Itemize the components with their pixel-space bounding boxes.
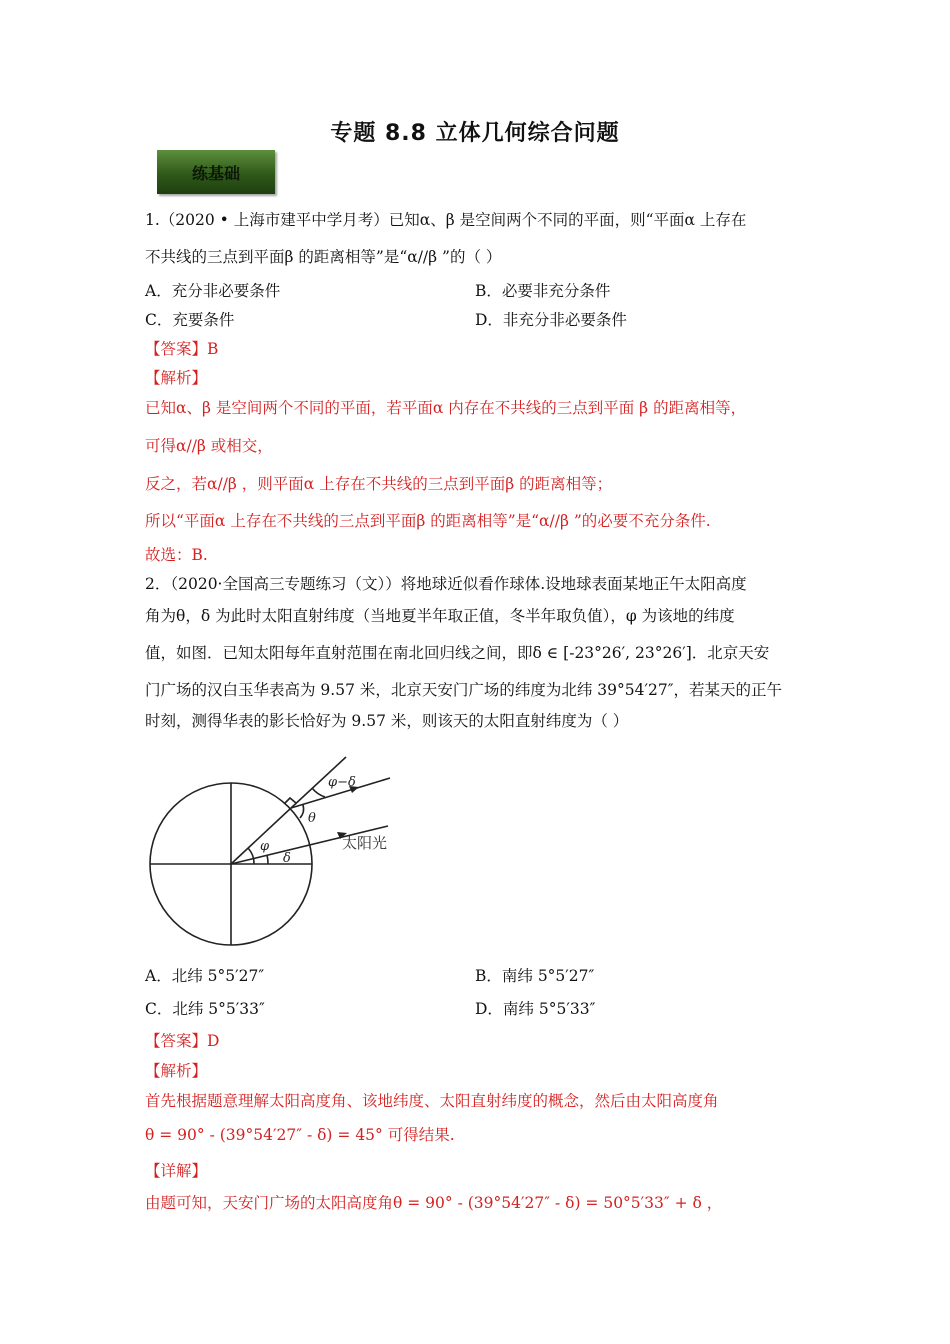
label-theta: θ [308, 811, 316, 826]
q1-analysis-label: 【解析】 [145, 369, 208, 387]
q1-option-a: A．充分非必要条件 [145, 282, 281, 300]
label-delta: δ [283, 851, 291, 866]
q1-option-c: C．充要条件 [145, 311, 235, 329]
q2-answer: 【答案】D [145, 1032, 220, 1050]
q2-analysis-line-1: 首先根据题意理解太阳高度角、该地纬度、太阳直射纬度的概念，然后由太阳高度角 [145, 1092, 719, 1110]
q1-option-d: D．非充分非必要条件 [475, 311, 627, 329]
q2-option-c: C．北纬 5°5′33″ [145, 1000, 265, 1018]
section-tag: 练基础 [157, 150, 275, 194]
q2-stem-line-3: 值，如图．已知太阳每年直射范围在南北回归线之间，即δ ∈ [-23°26′, 23°26′]．北京天安 [145, 644, 770, 662]
q2-stem-line-1: 2．（2020·全国高三专题练习（文））将地球近似看作球体.设地球表面某地正午太阳高度 [145, 575, 747, 593]
q2-detail-label: 【详解】 [145, 1162, 208, 1180]
right-angle-marker [285, 798, 296, 803]
q1-answer: 【答案】B [145, 340, 219, 358]
q1-analysis-line-4: 所以“平面α 上存在不共线的三点到平面β 的距离相等”是“α//β ”的必要不充分条件. [145, 512, 711, 530]
q1-stem-line-1: 1.（2020 • 上海市建平中学月考）已知α、β 是空间两个不同的平面，则“平面α 上存在 [145, 211, 747, 229]
label-sunlight: 太阳光 [342, 834, 388, 852]
earth-sunlight-diagram [140, 742, 410, 957]
page-title: 专题 8.8 立体几何综合问题 [330, 121, 620, 146]
phi-arc [248, 848, 254, 864]
q2-analysis-label: 【解析】 [145, 1062, 208, 1080]
q1-analysis-line-3: 反之，若α//β ，则平面α 上存在不共线的三点到平面β 的距离相等； [145, 475, 613, 493]
q2-stem-line-4: 门广场的汉白玉华表高为 9.57 米，北京天安门广场的纬度为北纬 39°54′27″，若某天的正午 [145, 681, 783, 699]
q2-detail-line-1: 由题可知，天安门广场的太阳高度角θ = 90° - (39°54′27″ - δ) = 50°5′33″ + δ ， [145, 1194, 723, 1212]
label-phi-minus-delta: φ−δ [328, 775, 356, 790]
delta-arc [267, 855, 268, 864]
q2-stem-line-2: 角为θ，δ 为此时太阳直射纬度（当地夏半年取正值，冬半年取负值），φ 为该地的纬度 [145, 607, 735, 625]
phi-delta-arc [312, 788, 325, 797]
q2-option-a: A．北纬 5°5′27″ [145, 967, 265, 985]
label-phi: φ [260, 839, 270, 854]
q1-analysis-line-5: 故选：B. [145, 546, 208, 564]
q2-stem-line-5: 时刻，测得华表的影长恰好为 9.57 米，则该天的太阳直射纬度为（ ） [145, 712, 629, 730]
theta-arc [300, 805, 304, 818]
q2-option-d: D．南纬 5°5′33″ [475, 1000, 596, 1018]
q1-option-b: B．必要非充分条件 [475, 282, 611, 300]
latitude-radius-line [231, 808, 291, 864]
q2-analysis-line-2: θ = 90° - (39°54′27″ - δ) = 45° 可得结果. [145, 1126, 455, 1144]
q2-option-b: B．南纬 5°5′27″ [475, 967, 595, 985]
q1-analysis-line-2: 可得α//β 或相交， [145, 437, 273, 455]
q1-analysis-line-1: 已知α、β 是空间两个不同的平面，若平面α 内存在不共线的三点到平面 β 的距离相等， [145, 399, 747, 417]
q1-stem-line-2: 不共线的三点到平面β 的距离相等”是“α//β ”的（ ） [145, 248, 502, 266]
